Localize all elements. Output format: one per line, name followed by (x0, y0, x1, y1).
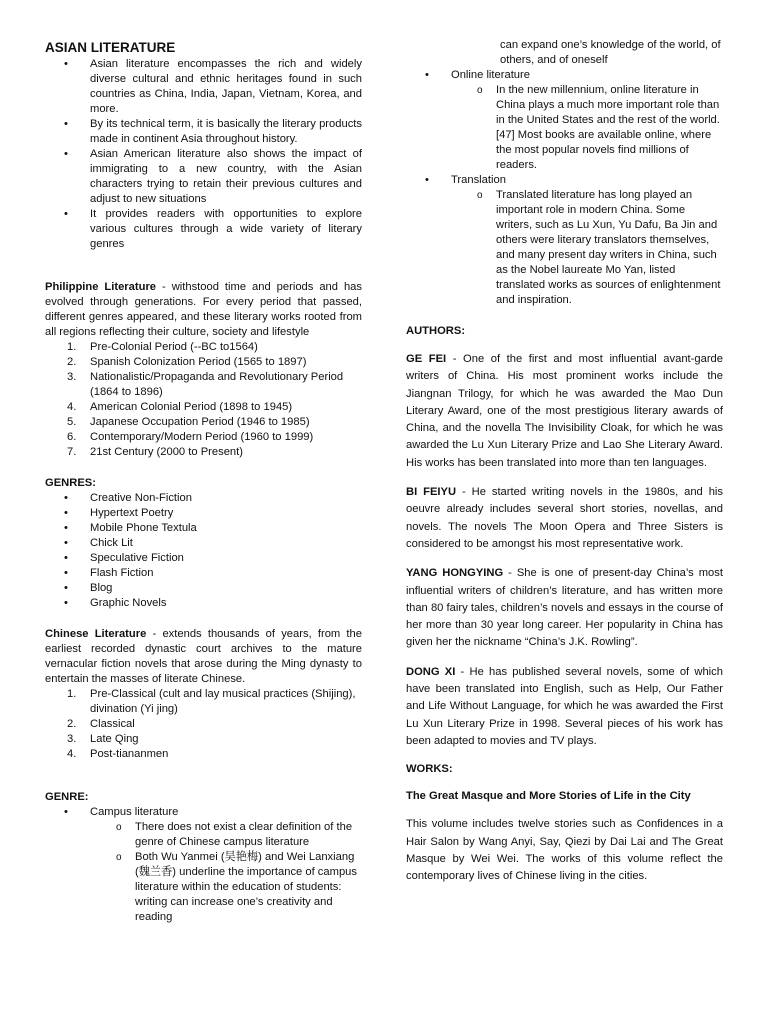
author-name: GE FEI (406, 353, 447, 365)
sub-item: o There does not exist a clear definition of the genre of Chinese campus literature (45, 820, 362, 850)
list-item: 1. Pre-Classical (cult and lay musical practices (Shijing), divination (Yi jing) (67, 688, 356, 715)
campus-sub-list (45, 820, 362, 925)
philippine-literature-paragraph (45, 280, 362, 340)
translation-item: • Translation (406, 173, 723, 188)
list-item: 5. Japanese Occupation Period (1946 to 1985) (67, 416, 310, 428)
list-item: 2. Classical (67, 718, 135, 730)
work-description: This volume includes twelve stories such as Confidences in a Hair Salon by Wang Anyi, Say, Qiezi by Dai Lai and The Great Masque by Wei Wei. The works of this volume reflect the contemporary lives of Chinese living in the cities. (406, 818, 723, 883)
work-title: The Great Masque and More Stories of Life in the City (406, 790, 691, 803)
author-name: BI FEIYU (406, 486, 457, 499)
translation-sub-list (406, 188, 723, 308)
chinese-literature-paragraph (45, 627, 362, 687)
left-column (45, 40, 362, 925)
right-column (406, 38, 723, 885)
philippine-literature-heading: Philippine Literature (45, 281, 157, 293)
list-item: 1. Pre-Colonial Period (--BC to1564) (67, 341, 258, 353)
genre-item: • Blog (45, 581, 362, 596)
philippine-literature-text: - withstood time and periods and has evolved through generations. For every period that passed, different genres appeared, and these literary works rooted from all regions reflecting their culture, society and lifestyle (45, 281, 362, 338)
author-paragraph: DONG XI - He has published several novels, some of which have been translated into English, such as Help, Our Father and Life Without Language, for which he was awarded the First Lu Xun Literary Prize in 1998. Several pieces of his work has been adapted to movies and TV plays. (406, 665, 723, 747)
chinese-literature-text: - extends thousands of years, from the earliest recorded dynastic court archives to the mature vernacular fiction novels that arose during the Ming dynasty to entertain the masses of literate Chinese. (45, 628, 362, 685)
campus-literature-item: • Campus literature (45, 805, 362, 820)
online-list (406, 68, 723, 83)
intro-bullet: • It provides readers with opportunities to explore various cultures through a wide variety of literary genres (45, 207, 362, 252)
genres-list (45, 491, 362, 611)
genre-item: • Flash Fiction (45, 566, 362, 581)
intro-bullet-list (45, 57, 362, 252)
chinese-literature-heading: Chinese Literature (45, 628, 147, 640)
author-paragraph: BI FEIYU - He started writing novels in the 1980s, and his oeuvre already includes several short stories, novellas, and novels. The novels The Moon Opera and Three Sisters is considered to be amongst his most representative work. (406, 486, 723, 550)
genres-heading: GENRES: (45, 477, 96, 489)
works-heading: WORKS: (406, 763, 453, 776)
author-paragraph: GE FEI - One of the first and most influential avant-garde writers of China. His most prominent works include the Jiangnan Trilogy, for which he was awarded the Mao Dun Literary Award, one of the most prestigious literary awards of China, and the novella The Invisibility Cloak, for which he was awarded the Lu Xun Literary Prize and Lao She Literary Award. His works has been translated into more than ten languages. (406, 353, 723, 469)
online-literature-item: • Online literature (406, 68, 723, 83)
list-item: 4. American Colonial Period (1898 to 1945) (67, 401, 293, 413)
author-paragraph: YANG HONGYING - She is one of present-day China’s most influential writers of children’s literature, and has written more than 80 fairy tales, children’s novels and essays in the course of her more than 30 year long career. Her popularity in China has given her the nickname “China’s J.K. Rowling”. (406, 567, 723, 649)
sub-item: o Both Wu Yanmei (吴艳梅) and Wei Lanxiang (魏兰香) underline the importance of campus literature within the education of students: writing can increase one’s creativity and reading (45, 850, 362, 925)
list-item: 4. Post-tiananmen (67, 748, 169, 760)
list-item: 6. Contemporary/Modern Period (1960 to 1999) (67, 431, 314, 443)
genre-item: • Hypertext Poetry (45, 506, 362, 521)
page-title: ASIAN LITERATURE (45, 40, 176, 55)
list-item: 7. 21st Century (2000 to Present) (67, 446, 243, 458)
authors-heading: AUTHORS: (406, 325, 466, 337)
genre-item: • Graphic Novels (45, 596, 362, 611)
online-sub-list (406, 83, 723, 173)
author-name: YANG HONGYING (406, 567, 504, 580)
chinese-periods-list (45, 687, 362, 762)
translation-list (406, 173, 723, 188)
intro-bullet: • Asian literature encompasses the rich and widely diverse cultural and ethnic heritages found in such countries as China, India, Japan, Vietnam, Korea, and more. (45, 57, 362, 117)
campus-continuation: can expand one’s knowledge of the world, of others, and of oneself (500, 39, 721, 66)
genre-item: • Creative Non-Fiction (45, 491, 362, 506)
genre-item: • Mobile Phone Textula (45, 521, 362, 536)
intro-bullet: • Asian American literature also shows the impact of immigrating to a new country, with the Asian characters trying to retain their previous cultures and adjust to new situations (45, 147, 362, 207)
author-name: DONG XI (406, 665, 456, 678)
intro-bullet: • By its technical term, it is basically the literary products made in continent Asia throughout history. (45, 117, 362, 147)
list-item: 3. Late Qing (67, 733, 139, 745)
philippine-periods-list (45, 340, 362, 460)
genre-heading: GENRE: (45, 791, 89, 803)
genre-item: • Chick Lit (45, 536, 362, 551)
genre-item: • Speculative Fiction (45, 551, 362, 566)
list-item: 3. Nationalistic/Propaganda and Revolutionary Period (1864 to 1896) (67, 371, 344, 398)
list-item: 2. Spanish Colonization Period (1565 to 1897) (67, 356, 307, 368)
sub-item: o In the new millennium, online literature in China plays a much more important role than in the United States and the rest of the world.[47] Most books are available online, where the most popular novels find millions of readers. (406, 83, 723, 173)
sub-item: o Translated literature has long played an important role in modern China. Some writers, such as Lu Xun, Yu Dafu, Ba Jin and others were literary translators themselves, and many present day writers in China, such as the Nobel laureate Mo Yan, listed translated works as sources of enlightenment and inspiration. (406, 188, 723, 308)
campus-list (45, 805, 362, 820)
